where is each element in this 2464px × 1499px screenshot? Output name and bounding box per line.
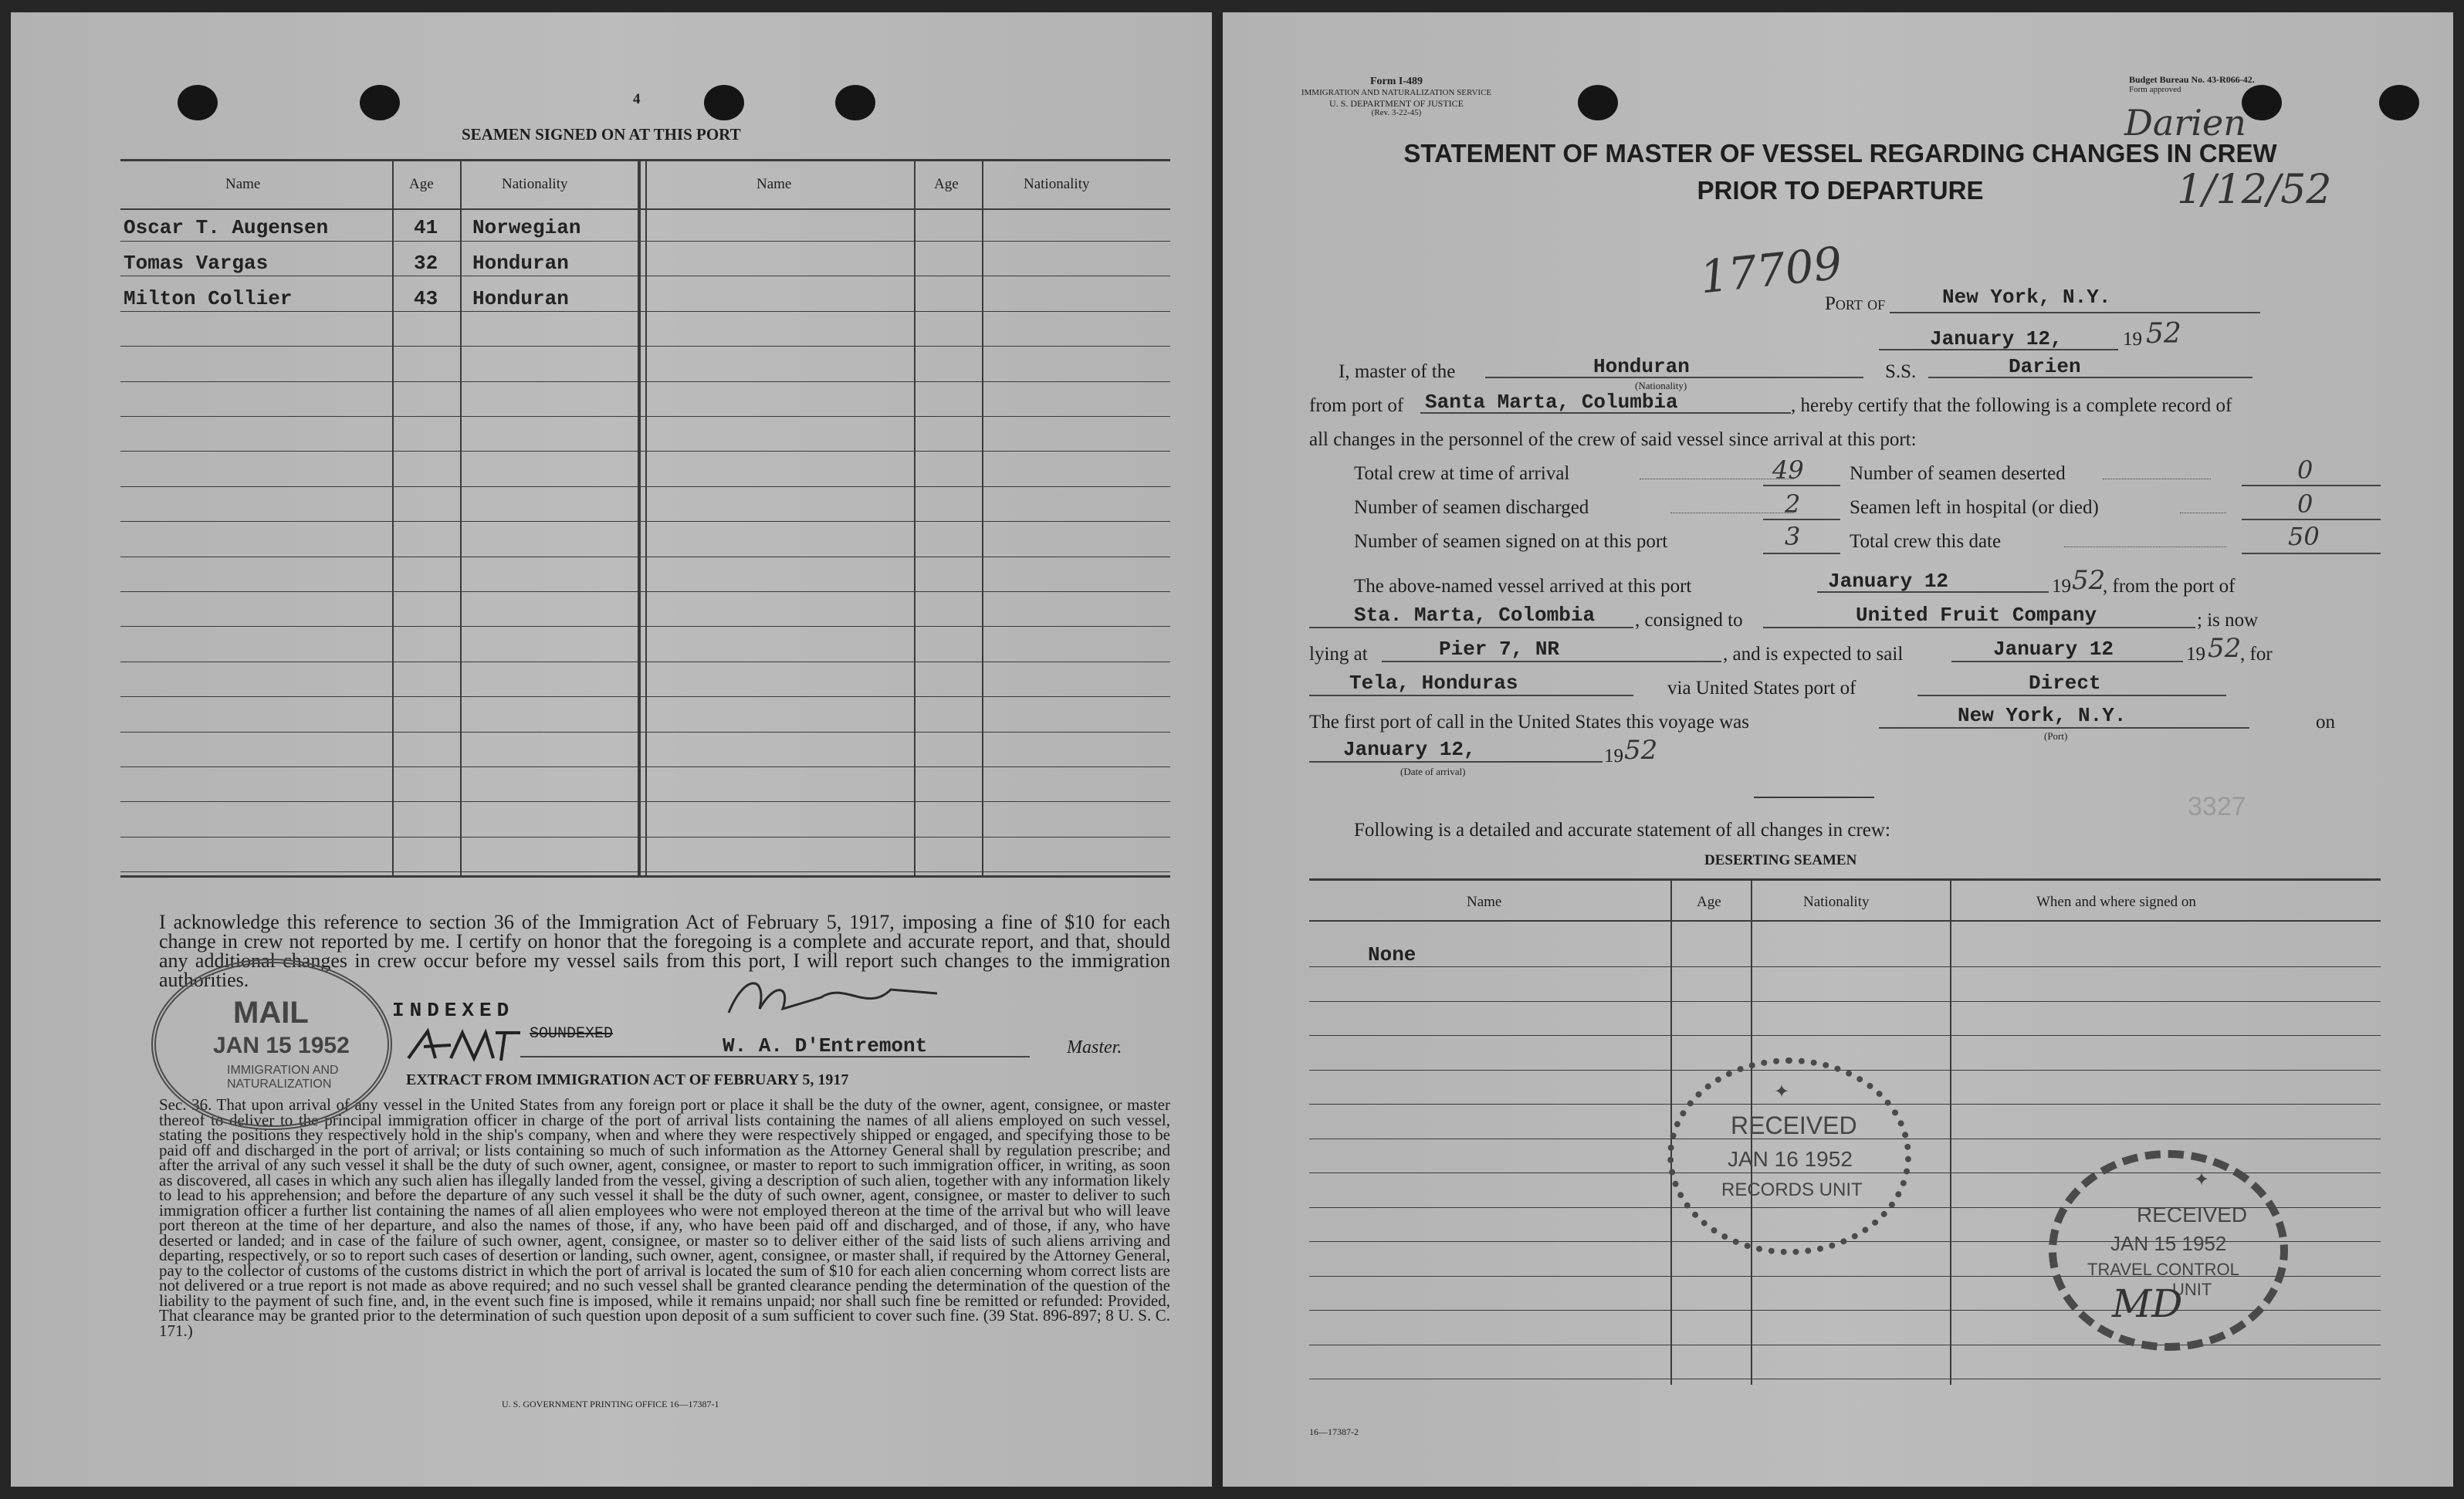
row-rule — [120, 486, 1170, 487]
right-page — [1223, 12, 2453, 1487]
form-year: 52 — [2146, 318, 2181, 350]
certify-text: , hereby certify that the following is a complete record of — [1791, 395, 2232, 416]
fill-line — [2242, 519, 2381, 520]
stat-value: 0 — [2297, 489, 2313, 519]
handwritten-date: 1/12/52 — [2177, 167, 2332, 213]
stamp-date: JAN 15 1952 — [213, 1033, 350, 1058]
stat-value: 3 — [1785, 522, 1801, 551]
page-number: 4 — [633, 91, 641, 107]
fill-line — [1763, 485, 1840, 486]
column-header-nationality: Nationality — [1803, 894, 1870, 910]
row-rule — [120, 766, 1170, 767]
stamp-star-icon: ✦ — [2194, 1170, 2210, 1190]
from-port-label: from port of — [1309, 395, 1404, 416]
sail-date: January 12 — [1993, 638, 2114, 661]
row-rule — [120, 591, 1170, 592]
first-port-label: The first port of call in the United States this voyage was — [1309, 712, 1750, 733]
column-divider — [914, 159, 916, 875]
nationality-caption: (Nationality) — [1635, 380, 1687, 391]
travel-control-stamp — [2049, 1150, 2288, 1351]
master-of-label: I, master of the — [1339, 361, 1456, 382]
column-header-signed-on: When and where signed on — [2036, 894, 2196, 910]
sail-year: 52 — [2208, 633, 2242, 664]
stat-label: Number of seamen signed on at this port — [1354, 531, 1668, 552]
printer-line: U. S. GOVERNMENT PRINTING OFFICE 16—17387-1 — [502, 1399, 719, 1409]
form-approved: Form approved — [2129, 85, 2181, 94]
ss-label: S.S. — [1885, 361, 1917, 382]
stamp-title: RECEIVED — [2137, 1203, 2248, 1227]
year-prefix: 19 — [2123, 329, 2142, 350]
agency-department: U. S. DEPARTMENT OF JUSTICE — [1329, 98, 1464, 109]
seaman-nationality: Honduran — [472, 287, 569, 310]
fill-line — [2242, 553, 2381, 554]
certify-text-2: all changes in the personnel of the crew of said vessel since arrival at this port: — [1309, 429, 1917, 450]
fill-line — [1420, 412, 1791, 414]
stat-label: Number of seamen discharged — [1354, 497, 1589, 518]
year-prefix: 19 — [2052, 576, 2071, 597]
row-rule — [120, 801, 1170, 802]
master-name: W. A. D'Entremont — [723, 1034, 928, 1057]
first-port-value: New York, N.Y. — [1958, 704, 2127, 727]
consignee: United Fruit Company — [1856, 604, 2097, 627]
table-bottom-rule — [120, 875, 1170, 878]
printer-line: 16—17387-2 — [1309, 1426, 1359, 1437]
row-rule — [120, 416, 1170, 417]
stat-label: Number of seamen deserted — [1850, 463, 2066, 484]
handwritten-file-number: 17709 — [1697, 236, 1845, 304]
punch-hole — [1578, 85, 1618, 120]
row-rule — [120, 521, 1170, 522]
consigned-label: , consigned to — [1635, 610, 1743, 631]
column-header-age: Age — [409, 176, 434, 192]
for-label: , for — [2240, 644, 2273, 665]
column-header-name: Name — [225, 176, 261, 192]
section-title: SEAMEN SIGNED ON AT THIS PORT — [462, 125, 741, 144]
handwritten-ship-name: Darien — [2124, 102, 2246, 144]
seaman-age: 43 — [414, 287, 438, 310]
destination: Tela, Honduras — [1349, 672, 1518, 695]
fill-line — [1485, 377, 1863, 378]
column-divider — [392, 159, 394, 875]
stat-label: Seamen left in hospital (or died) — [1850, 497, 2099, 518]
punch-hole — [835, 85, 875, 120]
via-label: via United States port of — [1667, 678, 1856, 699]
is-now-label: ; is now — [2197, 610, 2259, 631]
extract-text: Sec. 36. That upon arrival of any vessel in the United States from any foreign port or place it shall be the duty of the owner, agent, consignee, or master thereof to deliver to the principal immigration officer in charge of the port of arrival lists containing the names of all aliens employed on such vessel, stating the positions they respectively hold in the ship's company, when and where they were respectively shipped or engaged, and specifying those to be paid off and discharged in the port of arrival; or lists containing so much of such information as the Attorney General shall by regulation prescribe; and after the arrival of any such vessel it shall be the duty of such owner, agent, consignee, or master to report to such immigration officer, in writing, as soon as discovered, all cases in which any such alien has illegally landed from the vessel, giving a description of such alien, together with any information likely to lead to his apprehension; and before the departure of any such vessel it shall be the duty of such owner, agent, consignee, or master to deliver to such immigration officer a further list containing the names of all alien employees who were not employed thereon at the time of the arrival but who will leave port thereon at the time of her departure, and also the names of those, if any, who have been paid off and discharged, and of those, if any, who have deserted or landed; and in case of the failure of such owner, agent, consignee, or master so to deliver either of the said lists of such aliens arriving and departing, respectively, or so to report such cases of desertion or landing, such owner, agent, consignee, or master shall, if required by the Attorney General, pay to the collector of customs of the customs district in which the port of arrival is located the sum of $10 for each alien concerning whom correct lists are not delivered or a true report is not made as above required; and no such vessel shall be granted clearance pending the determination of the question of the liability to the payment of such fine, and, in the event such fine is imposed, while it remains unpaid; nor shall such fine be remitted or refunded: Provided, That clearance may be granted prior to the determination of such question upon deposit of a sum sufficient to cover such fine. (39 Stat. 896-897; 8 U. S. C. 171.) — [159, 1095, 1170, 1340]
master-signature — [721, 966, 953, 1028]
fill-line — [1763, 627, 2195, 628]
agency-name: IMMIGRATION AND NATURALIZATION SERVICE — [1301, 88, 1492, 97]
following-text: Following is a detailed and accurate statement of all changes in crew: — [1354, 820, 1890, 841]
stamp-unit: RECORDS UNIT — [1721, 1179, 1863, 1200]
stamp-unit: UNIT — [2172, 1280, 2212, 1299]
acknowledgement-text: I acknowledge this reference to section 36 of the Immigration Act of February 5, 1917, imposing a fine of $10 for each change in crew not reported by me. I certify on honor that the foregoing is a complete and accurate report, and that, should any additional changes in crew occur before my vessel sails from this port, I will report such changes to the immigration authorities. — [159, 911, 1170, 991]
row-rule — [120, 241, 1170, 242]
fill-line — [1879, 727, 2249, 729]
seaman-age: 32 — [414, 252, 438, 275]
seaman-name: Milton Collier — [124, 287, 293, 310]
left-page — [11, 12, 1212, 1487]
date-caption: (Date of arrival) — [1400, 766, 1466, 777]
row-rule — [120, 346, 1170, 347]
table-top-rule — [1309, 878, 2381, 881]
master-label: Master. — [1067, 1037, 1122, 1057]
arrival-port: Sta. Marta, Colombia — [1354, 604, 1596, 627]
punch-hole — [178, 85, 218, 120]
first-port-year: 52 — [1624, 735, 1658, 766]
deserting-title: DESERTING SEAMEN — [1704, 852, 1857, 868]
fill-line — [1763, 519, 1840, 520]
punch-hole — [360, 85, 400, 120]
column-divider — [982, 159, 983, 875]
fill-line — [1763, 553, 1840, 554]
records-unit-stamp — [1667, 1057, 1911, 1255]
form-date: January 12, — [1930, 327, 2063, 350]
column-header-name: Name — [756, 176, 792, 192]
row-rule — [120, 311, 1170, 312]
stat-label: Total crew this date — [1850, 531, 2002, 552]
stat-value: 0 — [2297, 455, 2313, 485]
lying-at-value: Pier 7, NR — [1439, 638, 1560, 661]
stat-value: 50 — [2288, 522, 2320, 551]
arrived-label: The above-named vessel arrived at this port — [1354, 576, 1692, 597]
year-prefix: 19 — [2186, 644, 2205, 665]
vessel-nationality: Honduran — [1593, 355, 1690, 378]
seaman-name: Tomas Vargas — [124, 252, 269, 275]
fill-line — [1879, 349, 2118, 350]
fill-line — [1309, 627, 1633, 628]
seaman-nationality: Honduran — [472, 252, 569, 275]
port-of-label: Port of — [1825, 293, 1886, 314]
faint-mark: 3327 — [2188, 792, 2246, 821]
stat-value: 49 — [1772, 455, 1804, 485]
fill-line — [1817, 591, 2049, 593]
row-rule — [120, 732, 1170, 733]
arrival-date: January 12 — [1828, 570, 1949, 593]
column-divider — [645, 159, 647, 875]
stat-label: Total crew at time of arrival — [1354, 463, 1570, 484]
stamp-text: NATURALIZATION — [227, 1078, 332, 1091]
row-rule — [1309, 966, 2381, 967]
leader-dots — [2064, 546, 2226, 547]
form-title: STATEMENT OF MASTER OF VESSEL REGARDING CHANGES IN CREW — [1403, 139, 2277, 167]
expected-label: , and is expected to sail — [1723, 644, 1904, 665]
row-rule — [1309, 1001, 2381, 1002]
seaman-name: Oscar T. Augensen — [124, 216, 329, 239]
row-rule — [120, 626, 1170, 627]
via-port: Direct — [2029, 672, 2101, 695]
punch-hole — [2242, 85, 2282, 120]
seaman-age: 41 — [414, 216, 438, 239]
column-header-nationality: Nationality — [502, 176, 568, 192]
fill-line — [1928, 377, 2252, 378]
row-rule — [120, 871, 1170, 872]
port-of-value: New York, N.Y. — [1942, 286, 2111, 309]
vessel-name: Darien — [2009, 355, 2081, 378]
fill-line — [1309, 695, 1633, 696]
extract-title: EXTRACT FROM IMMIGRATION ACT OF FEBRUARY 5, 1917 — [406, 1071, 849, 1088]
table-header-rule — [1309, 920, 2381, 922]
fill-line — [1890, 312, 2260, 313]
stamp-star-icon: ✦ — [1774, 1082, 1790, 1102]
budget-bureau: Budget Bureau No. 43-R066-42. — [2129, 74, 2255, 85]
stamp-unit: TRAVEL CONTROL — [2087, 1260, 2239, 1279]
stat-value: 2 — [1785, 489, 1801, 519]
lying-at-label: lying at — [1309, 644, 1368, 665]
column-divider — [1950, 878, 1951, 1385]
form-subtitle: PRIOR TO DEPARTURE — [1697, 176, 1984, 205]
signature-line — [520, 1056, 1030, 1057]
row-rule — [120, 451, 1170, 452]
from-port-of-label: , from the port of — [2103, 576, 2236, 597]
on-label: on — [2316, 712, 2335, 733]
row-rule — [1309, 1035, 2381, 1036]
row-rule — [120, 381, 1170, 382]
column-header-nationality: Nationality — [1024, 176, 1090, 192]
mail-received-stamp — [151, 959, 392, 1130]
year-prefix: 19 — [1604, 746, 1623, 766]
seaman-nationality: Norwegian — [472, 216, 581, 239]
column-divider — [638, 159, 641, 875]
fill-line — [2242, 485, 2381, 486]
stamp-initials: MD — [2112, 1281, 2183, 1326]
fill-line — [1382, 661, 1721, 662]
port-caption: (Port) — [2044, 730, 2068, 742]
fill-line — [1917, 695, 2226, 696]
fill-line — [1309, 761, 1603, 763]
row-rule — [120, 696, 1170, 697]
soundexed-stamp: SOUNDEXED — [530, 1025, 614, 1043]
stamp-date: JAN 16 1952 — [1728, 1147, 1853, 1171]
arrival-year: 52 — [2072, 565, 2106, 596]
form-revision: (Rev. 3-22-45) — [1371, 108, 1422, 117]
stamp-title: RECEIVED — [1731, 1112, 1857, 1139]
stamp-text: IMMIGRATION AND — [227, 1064, 339, 1077]
indexed-stamp: INDEXED — [392, 999, 515, 1022]
form-number: Form I-489 — [1369, 76, 1423, 87]
punch-hole — [704, 85, 744, 120]
fill-line — [1951, 661, 2183, 662]
column-divider — [460, 159, 462, 875]
divider-rule — [1754, 797, 1874, 798]
stamp-date: JAN 15 1952 — [2110, 1232, 2227, 1255]
initials-scribble — [404, 1024, 528, 1070]
from-port-value: Santa Marta, Columbia — [1425, 391, 1678, 414]
column-header-age: Age — [934, 176, 959, 192]
stamp-mail: MAIL — [233, 996, 309, 1030]
column-header-name: Name — [1467, 894, 1502, 910]
first-port-date: January 12, — [1343, 738, 1476, 761]
column-header-age: Age — [1697, 894, 1721, 910]
deserting-entry: None — [1368, 943, 1416, 966]
punch-hole — [2379, 85, 2419, 120]
